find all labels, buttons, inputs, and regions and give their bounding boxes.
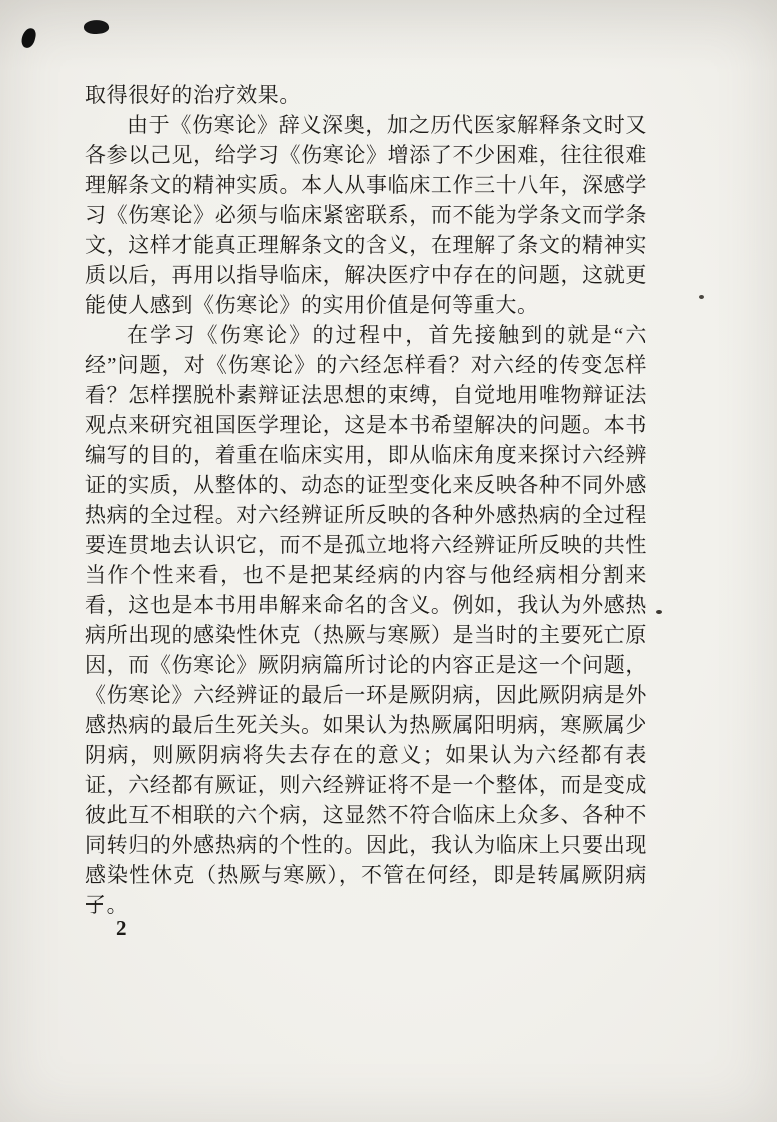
- body-text: [85, 80, 647, 920]
- paragraph: 由于《伤寒论》辞义深奥，加之历代医家解释条文时又各参以己见，给学习《伤寒论》增添了不少困难，往往很难理解条文的精神实质。本人从事临床工作三十八年，深感学习《伤寒论》必须与临床紧密联系，而不能为学条文而学条文，这样才能真正理解条文的含义，在理解了条文的精神实质以后，再用以指导临床，解决医疗中存在的问题，这就更能使人感到《伤寒论》的实用价值是何等重大。: [85, 113, 647, 317]
- scan-artifact-ink-blob: [20, 27, 37, 49]
- scan-artifact-dot: [699, 295, 704, 299]
- scan-artifact-ink-blob: [83, 19, 109, 36]
- paragraph: 在学习《伤寒论》的过程中，首先接触到的就是“六经”问题，对《伤寒论》的六经怎样看？对六经的传变怎样看？怎样摆脱朴素辩证法思想的束缚，自觉地用唯物辩证法观点来研究祖国医学理论，这是本书希望解决的问题。本书编写的目的，着重在临床实用，即从临床角度来探讨六经辨证的实质，从整体的、动态的证型变化来反映各种不同外感热病的全过程。对六经辨证所反映的各种外感热病的全过程要连贯地去认识它，而不是孤立地将六经辨证所反映的共性当作个性来看，也不是把某经病的内容与他经病相分割来看，这也是本书用串解来命名的含义。例如，我认为外感热病所出现的感染性休克（热厥与寒厥）是当时的主要死亡原因，而《伤寒论》厥阴病篇所讨论的内容正是这一个问题，《伤寒论》六经辨证的最后一环是厥阴病，因此厥阴病是外感热病的最后生死关头。如果认为热厥属阳明病，寒厥属少阴病，则厥阴病将失去存在的意义；如果认为六经都有表证，六经都有厥证，则六经辨证将不是一个整体，而是变成彼此互不相联的六个病，这显然不符合临床上众多、各种不同转归的外感热病的个性的。因此，我认为临床上只要出现感染性休克（热厥与寒厥），不管在何经，即是转属厥阴病了。: [85, 323, 647, 917]
- page-number: 2: [116, 916, 127, 940]
- paragraph-continuation: 取得很好的治疗效果。: [85, 83, 301, 107]
- scan-smudge: [0, 0, 777, 70]
- scan-artifact-dot: [656, 610, 662, 614]
